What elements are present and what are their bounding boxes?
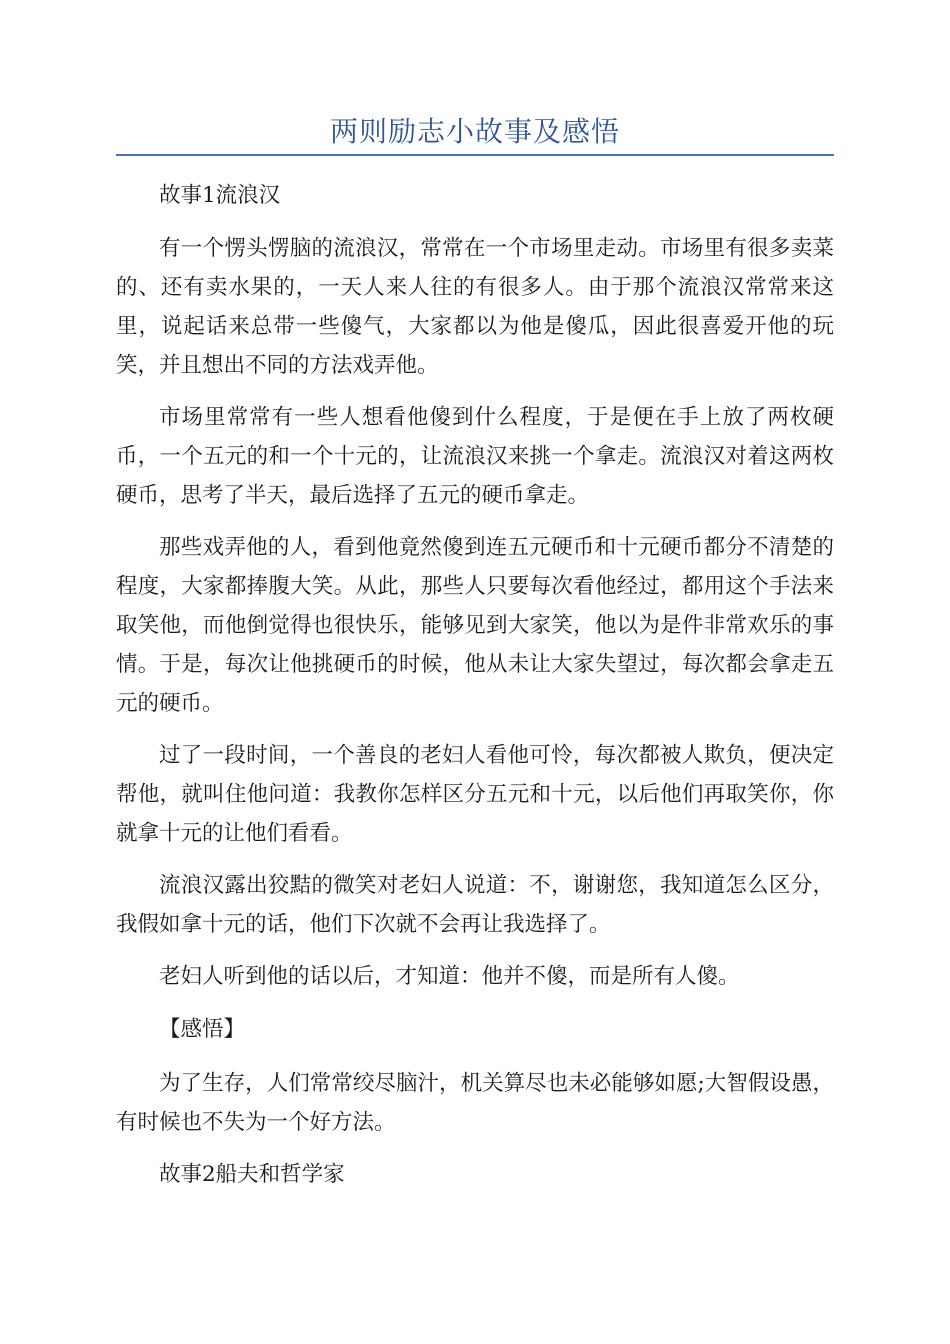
paragraph: 市场里常常有一些人想看他傻到什么程度，于是便在手上放了两枚硬币，一个五元的和一个十元的，让流浪汉来挑一个拿走。流浪汉对着这两枚硬币，思考了半天，最后选择了五元的硬币拿走。 [116,405,834,508]
insight-heading: 【感悟】 [159,1017,246,1042]
paragraph: 流浪汉露出狡黠的微笑对老妇人说道：不，谢谢您，我知道怎么区分，我假如拿十元的话，他们下次就不会再让我选择了。 [116,873,834,937]
paragraph: 为了生存，人们常常绞尽脑汁，机关算尽也未必能够如愿;大智假设愚，有时候也不失为一个好方法。 [116,1071,834,1135]
document-title: 两则励志小故事及感悟 [329,115,620,148]
story-1-heading: 故事1流浪汉 [159,183,281,208]
paragraph: 老妇人听到他的话以后，才知道：他并不傻，而是所有人傻。 [159,964,740,989]
paragraph: 有一个愣头愣脑的流浪汉，常常在一个市场里走动。市场里有很多卖菜的、还有卖水果的，一天人来人往的有很多人。由于那个流浪汉常常来这里，说起话来总带一些傻气，大家都以为他是傻瓜，因此很喜爱开他的玩笑，并且想出不同的方法戏弄他。 [116,236,834,378]
paragraph: 那些戏弄他的人，看到他竟然傻到连五元硬币和十元硬币都分不清楚的程度，大家都捧腹大笑。从此，那些人只要每次看他经过，都用这个手法来取笑他，而他倒觉得也很快乐，能够见到大家笑，他以为是件非常欢乐的事情。于是，每次让他挑硬币的时候，他从未让大家失望过，每次都会拿走五元的硬币。 [116,535,834,716]
paragraph: 过了一段时间，一个善良的老妇人看他可怜，每次都被人欺负，便决定帮他，就叫住他问道：我教你怎样区分五元和十元，以后他们再取笑你，你就拿十元的让他们看看。 [116,743,834,846]
story-2-heading: 故事2船夫和哲学家 [159,1162,345,1187]
title-underline [116,154,834,156]
